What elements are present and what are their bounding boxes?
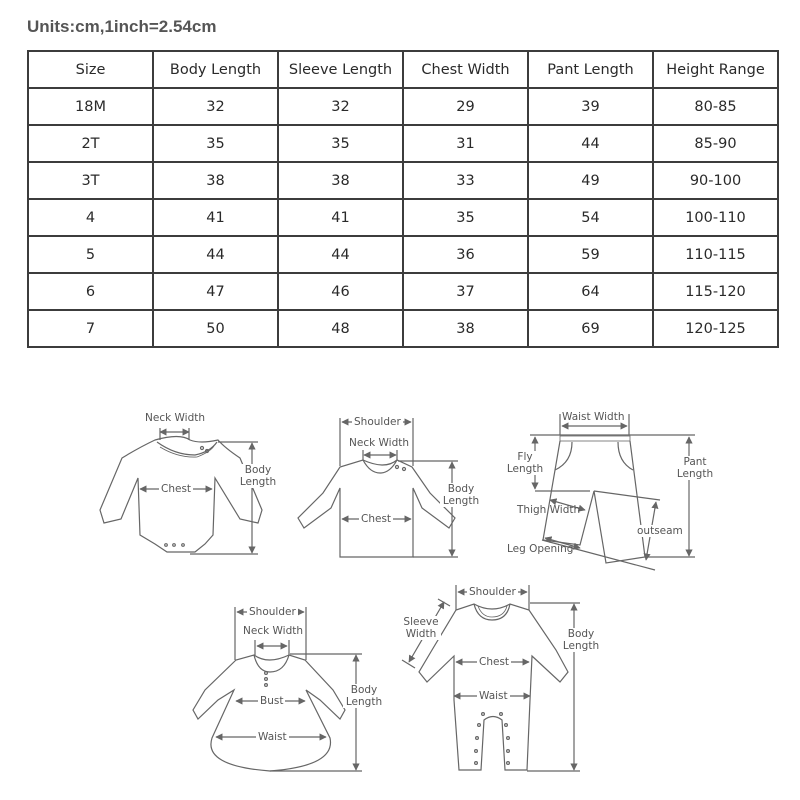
label-outseam: outseam bbox=[637, 525, 683, 537]
cell-size: 7 bbox=[28, 310, 153, 347]
label-body-length-line1: Body bbox=[350, 684, 378, 696]
cell-sleeve-length: 32 bbox=[278, 88, 403, 125]
cell-height-range: 100-110 bbox=[653, 199, 778, 236]
label-body-length-line1: Body bbox=[567, 628, 595, 640]
column-header-size: Size bbox=[28, 51, 153, 88]
label-neck-width: Neck Width bbox=[145, 412, 206, 424]
cell-size: 3T bbox=[28, 162, 153, 199]
label-fly-length-line1: Fly bbox=[517, 451, 533, 463]
cell-body-length: 32 bbox=[153, 88, 278, 125]
cell-pant-length: 44 bbox=[528, 125, 653, 162]
label-shoulder: Shoulder bbox=[354, 416, 401, 428]
label-body-length bbox=[560, 628, 602, 652]
cell-pant-length: 59 bbox=[528, 236, 653, 273]
cell-pant-length: 69 bbox=[528, 310, 653, 347]
label-fly-length-line2: Length bbox=[506, 463, 544, 475]
cell-height-range: 115-120 bbox=[653, 273, 778, 310]
cell-size: 5 bbox=[28, 236, 153, 273]
label-pant-length-line1: Pant bbox=[683, 456, 707, 468]
cell-sleeve-length: 38 bbox=[278, 162, 403, 199]
label-body-length bbox=[440, 483, 482, 507]
cell-height-range: 85-90 bbox=[653, 125, 778, 162]
cell-height-range: 90-100 bbox=[653, 162, 778, 199]
cell-chest-width: 33 bbox=[403, 162, 528, 199]
table-row bbox=[28, 236, 778, 273]
label-thigh-width: Thigh Width bbox=[517, 504, 581, 516]
cell-chest-width: 36 bbox=[403, 236, 528, 273]
cell-sleeve-length: 46 bbox=[278, 273, 403, 310]
cell-sleeve-length: 35 bbox=[278, 125, 403, 162]
romper-diagram bbox=[402, 585, 580, 771]
dress-diagram bbox=[193, 607, 362, 771]
table-row bbox=[28, 162, 778, 199]
cell-chest-width: 31 bbox=[403, 125, 528, 162]
label-body-length-line2: Length bbox=[239, 476, 277, 488]
cell-chest-width: 38 bbox=[403, 310, 528, 347]
cell-size: 18M bbox=[28, 88, 153, 125]
label-shoulder: Shoulder bbox=[469, 586, 516, 598]
table-row bbox=[28, 125, 778, 162]
pants-diagram bbox=[530, 414, 695, 570]
label-chest: Chest bbox=[361, 513, 392, 525]
label-chest: Chest bbox=[479, 656, 510, 668]
label-body-length-line2: Length bbox=[562, 640, 600, 652]
label-body-length-line1: Body bbox=[447, 483, 475, 495]
cell-chest-width: 37 bbox=[403, 273, 528, 310]
cell-body-length: 41 bbox=[153, 199, 278, 236]
label-pant-length bbox=[673, 456, 717, 480]
column-header-body-length: Body Length bbox=[153, 51, 278, 88]
label-body-length-line2: Length bbox=[345, 696, 383, 708]
table-row bbox=[28, 310, 778, 347]
units-note: Units:cm,1inch=2.54cm bbox=[27, 17, 217, 36]
table-header-row bbox=[28, 51, 778, 88]
label-body-length-line2: Length bbox=[442, 495, 480, 507]
label-sleeve-width-line2: Width bbox=[405, 628, 437, 640]
cell-sleeve-length: 44 bbox=[278, 236, 403, 273]
cell-height-range: 110-115 bbox=[653, 236, 778, 273]
column-header-chest-width: Chest Width bbox=[403, 51, 528, 88]
cell-size: 6 bbox=[28, 273, 153, 310]
label-waist: Waist bbox=[258, 731, 287, 743]
cell-pant-length: 49 bbox=[528, 162, 653, 199]
cell-chest-width: 29 bbox=[403, 88, 528, 125]
label-fly-length bbox=[505, 451, 545, 475]
label-leg-opening: Leg Opening bbox=[507, 543, 574, 555]
bodysuit-diagram bbox=[100, 428, 262, 554]
top-diagram bbox=[298, 418, 458, 557]
label-shoulder: Shoulder bbox=[249, 606, 296, 618]
cell-pant-length: 39 bbox=[528, 88, 653, 125]
label-chest: Chest bbox=[161, 483, 192, 495]
column-header-sleeve-length: Sleeve Length bbox=[278, 51, 403, 88]
table-row bbox=[28, 273, 778, 310]
column-header-pant-length: Pant Length bbox=[528, 51, 653, 88]
cell-height-range: 80-85 bbox=[653, 88, 778, 125]
cell-body-length: 47 bbox=[153, 273, 278, 310]
label-sleeve-width-line1: Sleeve bbox=[403, 616, 439, 628]
label-body-length bbox=[238, 464, 278, 488]
table-row bbox=[28, 199, 778, 236]
cell-body-length: 50 bbox=[153, 310, 278, 347]
column-header-height-range: Height Range bbox=[653, 51, 778, 88]
label-body-length bbox=[343, 684, 385, 708]
table-row bbox=[28, 88, 778, 125]
size-chart-table bbox=[27, 50, 779, 348]
label-body-length-line1: Body bbox=[244, 464, 272, 476]
cell-pant-length: 64 bbox=[528, 273, 653, 310]
cell-sleeve-length: 48 bbox=[278, 310, 403, 347]
label-sleeve-width bbox=[401, 616, 441, 640]
cell-size: 2T bbox=[28, 125, 153, 162]
label-neck-width: Neck Width bbox=[349, 437, 410, 449]
cell-size: 4 bbox=[28, 199, 153, 236]
cell-chest-width: 35 bbox=[403, 199, 528, 236]
label-pant-length-line2: Length bbox=[676, 468, 714, 480]
cell-body-length: 35 bbox=[153, 125, 278, 162]
cell-height-range: 120-125 bbox=[653, 310, 778, 347]
cell-body-length: 44 bbox=[153, 236, 278, 273]
cell-body-length: 38 bbox=[153, 162, 278, 199]
label-waist: Waist bbox=[479, 690, 508, 702]
label-waist-width: Waist Width bbox=[562, 411, 625, 423]
label-neck-width: Neck Width bbox=[243, 625, 304, 637]
cell-sleeve-length: 41 bbox=[278, 199, 403, 236]
cell-pant-length: 54 bbox=[528, 199, 653, 236]
label-bust: Bust bbox=[260, 695, 284, 707]
